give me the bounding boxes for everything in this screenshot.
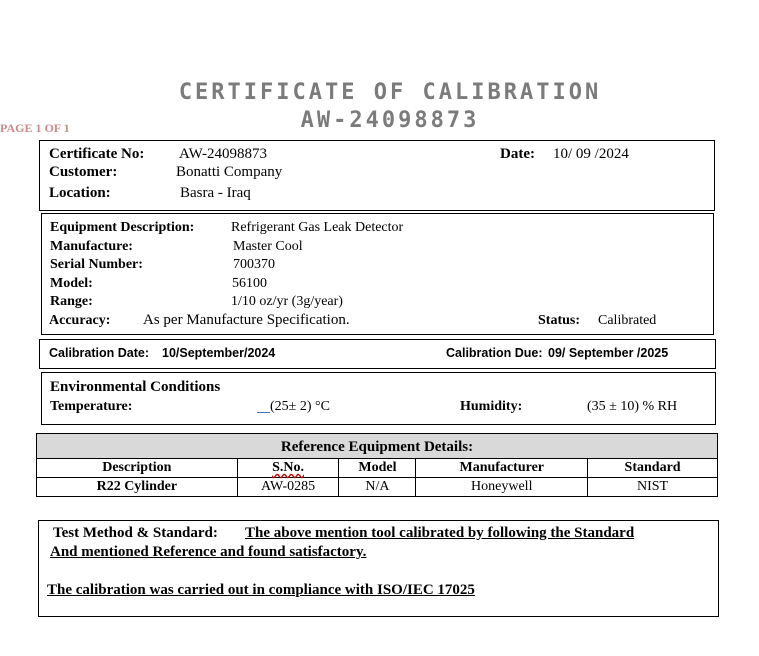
cert-no-label: Certificate No: — [49, 146, 145, 162]
date-label: Date: — [500, 146, 535, 162]
date-value: 10/ 09 /2024 — [553, 146, 629, 162]
location-label: Location: — [49, 185, 111, 201]
temperature-value: (25± 2) °C — [270, 399, 330, 414]
cell-manufacturer: Honeywell — [416, 478, 588, 497]
calibration-date-label: Calibration Date: — [49, 346, 150, 360]
cell-standard: NIST — [588, 478, 718, 497]
column-header-model: Model — [339, 459, 416, 478]
humidity-label: Humidity: — [460, 399, 523, 414]
customer-value: Bonatti Company — [176, 164, 283, 180]
test-method-text-line1: The above mention tool calibrated by following the Standard — [245, 525, 635, 541]
cell-serial: AW-0285 — [237, 478, 339, 497]
location-value: Basra - Iraq — [180, 185, 251, 201]
column-header-description: Description — [37, 459, 238, 478]
calibration-date-value: 10/September/2024 — [162, 346, 276, 360]
cell-description: R22 Cylinder — [37, 478, 238, 497]
environment-heading: Environmental Conditions — [50, 379, 221, 395]
accuracy-value: As per Manufacture Specification. — [143, 312, 350, 328]
temperature-underline — [257, 398, 270, 413]
cert-no-value: AW-24098873 — [179, 146, 267, 162]
calibration-due-label: Calibration Due: — [446, 346, 543, 360]
certificate-title: CERTIFICATE OF CALIBRATION — [178, 80, 602, 105]
manufacture-value: Master Cool — [233, 239, 303, 254]
range-value: 1/10 oz/yr (3g/year) — [231, 294, 343, 309]
test-method-text-line2: And mentioned Reference and found satisfactory. — [50, 544, 367, 560]
column-header-manufacturer: Manufacturer — [416, 459, 588, 478]
status-value: Calibrated — [598, 313, 657, 328]
status-label: Status: — [538, 313, 581, 328]
cell-model: N/A — [339, 478, 416, 497]
equipment-desc-label: Equipment Description: — [50, 220, 195, 235]
humidity-value: (35 ± 10) % RH — [587, 399, 678, 414]
accuracy-label: Accuracy: — [49, 313, 111, 328]
column-header-standard: Standard — [588, 459, 718, 478]
table-row — [37, 478, 718, 497]
calibration-due-value: 09/ September /2025 — [548, 346, 669, 360]
column-header-serial: S.No. — [237, 459, 339, 478]
reference-table — [36, 458, 718, 497]
test-method-label: Test Method & Standard: — [53, 525, 218, 541]
temperature-label: Temperature: — [50, 399, 133, 414]
model-value: 56100 — [232, 276, 267, 291]
table-header-row — [37, 459, 718, 478]
reference-heading: Reference Equipment Details: — [36, 433, 718, 459]
manufacture-label: Manufacture: — [50, 239, 133, 254]
customer-label: Customer: — [49, 164, 118, 180]
serial-value: 700370 — [233, 257, 275, 272]
page-label: PAGE 1 OF 1 — [0, 121, 70, 135]
model-label: Model: — [50, 276, 93, 291]
certificate-id-heading: AW-24098873 — [300, 108, 480, 133]
serial-label: Serial Number: — [50, 257, 143, 272]
range-label: Range: — [50, 294, 93, 309]
compliance-statement: The calibration was carried out in compliance with ISO/IEC 17025 — [47, 582, 475, 598]
equipment-desc-value: Refrigerant Gas Leak Detector — [231, 220, 404, 235]
